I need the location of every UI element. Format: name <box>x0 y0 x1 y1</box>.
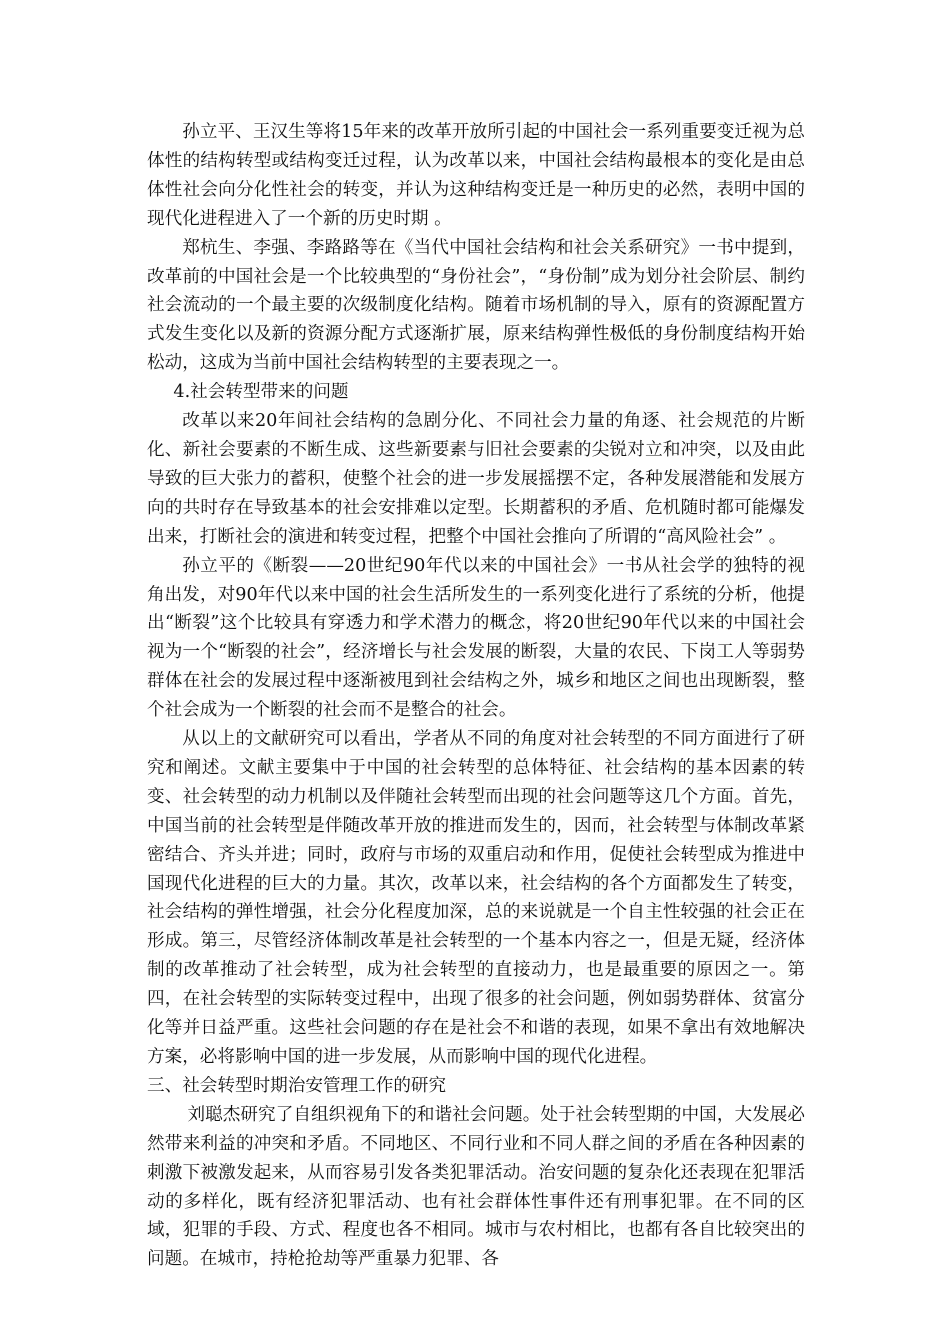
paragraph-fracture-book: 孙立平的《断裂——20世纪90年代以来的中国社会》一书从社会学的独特的视角出发，对90年代以来中国的社会生活所发生的一系列变化进行了系统的分析，他提出“断裂”这个比较具有穿透力和学术潜力的概念，将20世纪90年代以来的中国社会视为一个“断裂的社会”，经济增长与社会发展的断裂，大量的农民、下岗工人等弱势群体在社会的发展过程中逐渐被甩到社会结构之外，城乡和地区之间也出现断裂，整个社会成为一个断裂的社会而不是整合的社会。 <box>147 555 805 721</box>
paragraph-sun-wang-structural-transition: 孙立平、王汉生等将15年来的改革开放所引起的中国社会一系列重要变迁视为总体性的结构转型或结构变迁过程，认为改革以来，中国社会结构最根本的变化是由总体性社会向分化性社会的转变，并认为这种结构变迁是一种历史的必然，表明中国的现代化进程进入了一个新的历史时期 。 <box>147 122 805 229</box>
subheading-transition-problems: 4.社会转型带来的问题 <box>173 382 349 403</box>
paragraph-liu-self-organization: 刘聪杰研究了自组织视角下的和谐社会问题。处于社会转型期的中国，大发展必然带来利益的冲突和矛盾。不同地区、不同行业和不同人群之间的矛盾在各种因素的刺激下被激发起来，从而容易引发各类犯罪活动。治安问题的复杂化还表现在犯罪活动的多样化，既有经济犯罪活动、也有社会群体性事件还有刑事犯罪。在不同的区域，犯罪的手段、方式、程度也各不相同。城市与农村相比，也都有各自比较突出的问题。在城市，持枪抢劫等严重暴力犯罪、各 <box>147 1104 805 1270</box>
paragraph-zheng-status-society: 郑杭生、李强、李路路等在《当代中国社会结构和社会关系研究》一书中提到，改革前的中国社会是一个比较典型的“身份社会”，“身份制”成为划分社会阶层、制约社会流动的一个最主要的次级制度化结构。随着市场机制的导入，原有的资源配置方式发生变化以及新的资源分配方式逐渐扩展，原来结构弹性极低的身份制度结构开始松动，这成为当前中国社会结构转型的主要表现之一。 <box>147 237 805 374</box>
paragraph-high-risk-society: 改革以来20年间社会结构的急剧分化、不同社会力量的角逐、社会规范的片断化、新社会要素的不断生成、这些新要素与旧社会要素的尖锐对立和冲突，以及由此导致的巨大张力的蓄积，使整个社会的进一步发展摇摆不定，各种发展潜能和发展方向的共时存在导致基本的社会安排难以定型。长期蓄积的矛盾、危机随时都可能爆发出来，打断社会的演进和转变过程，把整个中国社会推向了所谓的“高风险社会” 。 <box>147 411 805 547</box>
paragraph-literature-summary: 从以上的文献研究可以看出，学者从不同的角度对社会转型的不同方面进行了研究和阐述。文献主要集中于中国的社会转型的总体特征、社会结构的基本因素的转变、社会转型的动力机制以及伴随社会转型而出现的社会问题等这几个方面。首先，中国当前的社会转型是伴随改革开放的推进而发生的，因而，社会转型与体制改革紧密结合、齐头并进；同时，政府与市场的双重启动和作用，促使社会转型成为推进中国现代化进程的巨大的力量。其次，改革以来，社会结构的各个方面都发生了转变，社会结构的弹性增强，社会分化程度加深，总的来说就是一个自主性较强的社会正在形成。第三，尽管经济体制改革是社会转型的一个基本内容之一，但是无疑，经济体制的改革推动了社会转型，成为社会转型的直接动力，也是最重要的原因之一。第四，在社会转型的实际转变过程中，出现了很多的社会问题，例如弱势群体、贫富分化等并日益严重。这些社会问题的存在是社会不和谐的表现，如果不拿出有效地解决方案，必将影响中国的进一步发展，从而影响中国的现代化进程。 <box>147 729 805 1067</box>
document-page <box>147 118 805 1274</box>
section-heading-public-security: 三、社会转型时期治安管理工作的研究 <box>147 1075 447 1096</box>
